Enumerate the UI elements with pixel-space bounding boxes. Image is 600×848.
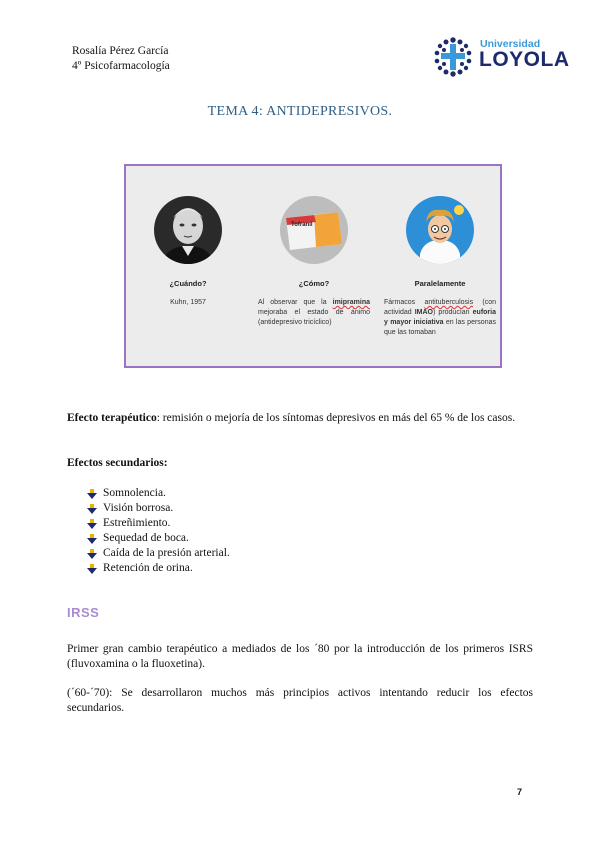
arrow-bullet-icon: [87, 519, 97, 529]
logo-text-universidad: Universidad: [480, 38, 541, 50]
caption-when: ¿Cuándo?: [169, 279, 207, 288]
figure-column-when: [126, 166, 246, 366]
logo-text-loyola: LOYOLA: [479, 48, 570, 71]
side-effects-heading: Efectos secundarios:: [67, 457, 168, 469]
list-item: Somnolencia.: [87, 486, 230, 501]
arrow-bullet-icon: [87, 504, 97, 514]
list-item: Caída de la presión arterial.: [87, 546, 230, 561]
figure-column-how: [252, 166, 372, 366]
list-item: Visión borrosa.: [87, 501, 230, 516]
figure-column-parallel: [378, 166, 498, 366]
text-when: Kuhn, 1957: [170, 299, 206, 306]
side-effects-list: [87, 486, 230, 576]
text-how: Al observar que la imipramina mejoraba el estado de ánimo (antidepresivo tricíclico): [258, 299, 370, 326]
therapeutic-effect-paragraph: [67, 411, 533, 426]
list-item: Sequedad de boca.: [87, 531, 230, 546]
irss-paragraph-2: (´60-´70): Se desarrollaron muchos más principios activos intentando reducir los efectos secundarios.: [67, 687, 533, 714]
irss-paragraph-1: Primer gran cambio terapéutico a mediados de los ´80 por la introducción de los primeros ISRS (fluvoxamina o la fluoxetina).: [67, 643, 533, 670]
caption-parallel: Paralelamente: [414, 279, 466, 288]
header-author-block: [72, 44, 170, 74]
page-title: TEMA 4: ANTIDEPRESIVOS.: [207, 104, 393, 119]
portrait-photo: [154, 196, 222, 264]
arrow-bullet-icon: [87, 549, 97, 559]
logo-emblem-icon: [430, 34, 476, 80]
irss-heading: IRSS: [67, 605, 100, 620]
author-name: Rosalía Pérez García: [72, 45, 169, 57]
arrow-bullet-icon: [87, 534, 97, 544]
therapeutic-effect-label: Efecto terapéutico: [67, 412, 157, 424]
drug-box-label: Tofranil: [291, 222, 313, 228]
course-name: 4º Psicofarmacología: [72, 60, 170, 72]
caption-how: ¿Cómo?: [298, 279, 330, 288]
university-logo: [430, 34, 580, 80]
arrow-bullet-icon: [87, 564, 97, 574]
therapeutic-effect-text: : remisión o mejoría de los síntomas depresivos en más del 65 % de los casos.: [156, 412, 516, 424]
history-figure: [124, 164, 502, 368]
text-how-drug: imipramina: [332, 299, 370, 306]
list-item: Retención de orina.: [87, 561, 230, 576]
cartoon-illustration: [406, 196, 474, 264]
drug-box-photo: [280, 196, 348, 264]
list-item: Estreñimiento.: [87, 516, 230, 531]
page-number: 7: [517, 787, 523, 797]
arrow-bullet-icon: [87, 489, 97, 499]
text-parallel: Fármacos antituberculosis (con actividad IMAO) producían euforia y mayor iniciativa en las personas que las tomaban: [384, 299, 497, 336]
